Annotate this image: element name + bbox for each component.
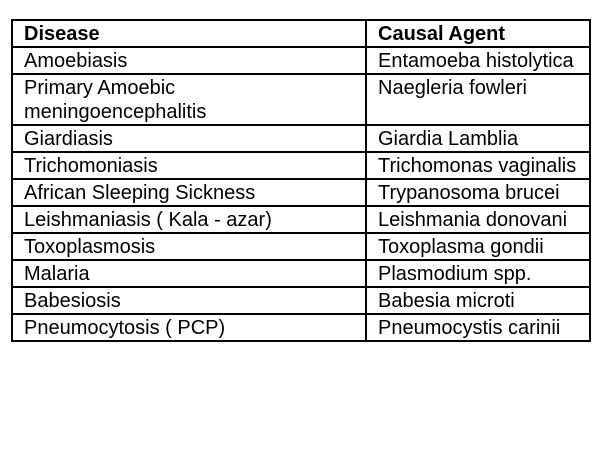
cell-causal-agent: Trypanosoma brucei [366, 179, 590, 206]
header-causal-agent: Causal Agent [366, 20, 590, 47]
table-row [12, 206, 590, 233]
disease-causal-agent-table [11, 19, 591, 342]
cell-disease: Trichomoniasis [12, 152, 366, 179]
cell-causal-agent: Babesia microti [366, 287, 590, 314]
table-row [12, 125, 590, 152]
cell-causal-agent: Naegleria fowleri [366, 74, 590, 125]
cell-disease: Babesiosis [12, 287, 366, 314]
cell-causal-agent: Plasmodium spp. [366, 260, 590, 287]
cell-disease: Pneumocytosis ( PCP) [12, 314, 366, 341]
table-row [12, 314, 590, 341]
cell-causal-agent: Trichomonas vaginalis [366, 152, 590, 179]
cell-disease: Amoebiasis [12, 47, 366, 74]
table-row [12, 74, 590, 125]
cell-causal-agent: Leishmania donovani [366, 206, 590, 233]
cell-disease: Toxoplasmosis [12, 233, 366, 260]
cell-disease: Leishmaniasis ( Kala - azar) [12, 206, 366, 233]
cell-disease: Primary Amoebic meningoencephalitis [12, 74, 366, 125]
cell-disease: Malaria [12, 260, 366, 287]
table-row [12, 179, 590, 206]
cell-disease: Giardiasis [12, 125, 366, 152]
header-disease: Disease [12, 20, 366, 47]
cell-disease: African Sleeping Sickness [12, 179, 366, 206]
cell-causal-agent: Giardia Lamblia [366, 125, 590, 152]
table-row [12, 260, 590, 287]
table-row [12, 47, 590, 74]
cell-causal-agent: Pneumocystis carinii [366, 314, 590, 341]
table-row [12, 233, 590, 260]
table-row [12, 152, 590, 179]
cell-causal-agent: Entamoeba histolytica [366, 47, 590, 74]
cell-causal-agent: Toxoplasma gondii [366, 233, 590, 260]
table-header-row [12, 20, 590, 47]
table-row [12, 287, 590, 314]
disease-table-container [11, 19, 589, 342]
